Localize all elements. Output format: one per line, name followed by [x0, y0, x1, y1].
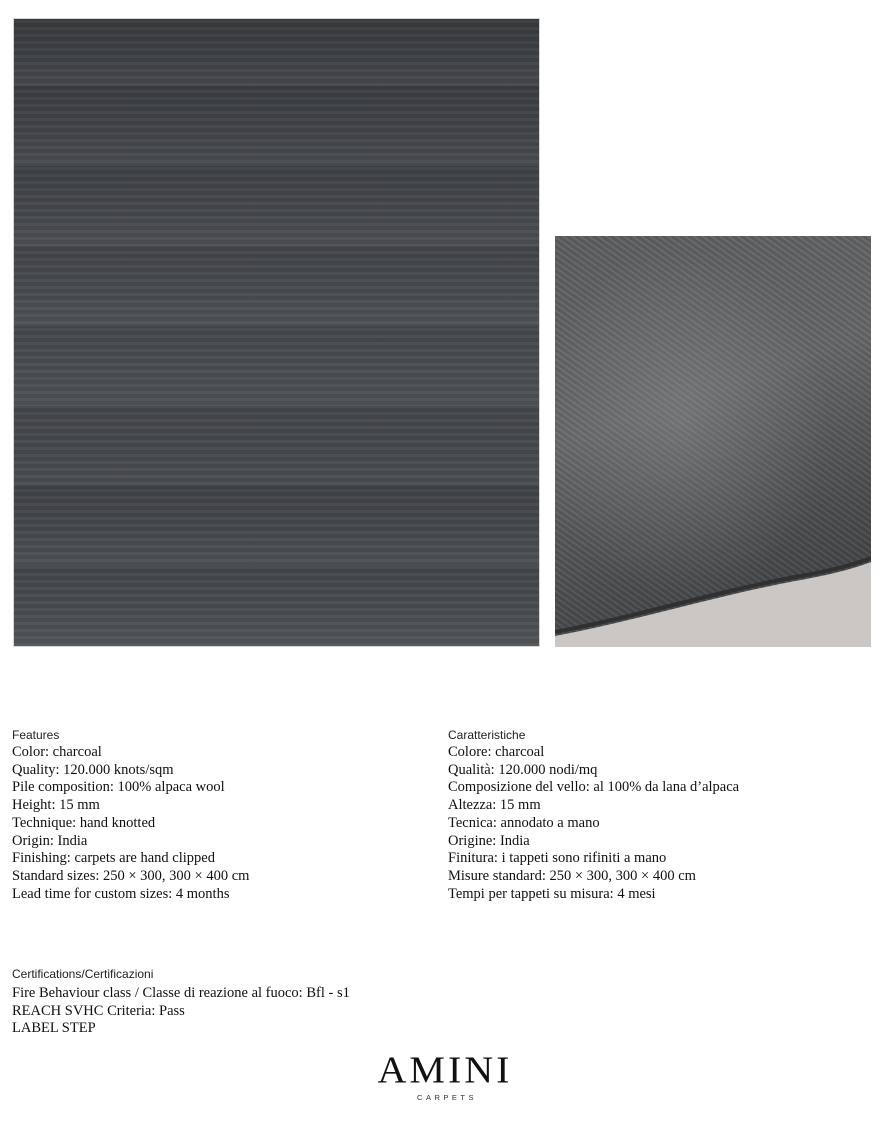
feature-line-it: Tecnica: annodato a mano [448, 814, 600, 831]
features-title-it: Caratteristiche [448, 728, 526, 742]
feature-line-en: Technique: hand knotted [12, 814, 156, 831]
feature-line-it: Colore: charcoal [448, 744, 545, 760]
feature-line-en: Color: charcoal [12, 744, 102, 760]
feature-line-en: Quality: 120.000 knots/sqm [12, 761, 174, 778]
brand-name: AMINI [377, 1048, 513, 1091]
feature-line-it: Altezza: 15 mm [448, 797, 541, 814]
rug-detail-image [555, 236, 871, 647]
certification-line: LABEL STEP [12, 1020, 96, 1037]
feature-line-en: Finishing: carpets are hand clipped [12, 850, 215, 867]
rug-main-image [13, 18, 540, 647]
features-title-en: Features [12, 728, 60, 742]
features-list-it [448, 744, 739, 903]
feature-line-it: Composizione del vello: al 100% da lana d’alpaca [448, 779, 740, 796]
certifications-list [12, 985, 350, 1038]
feature-line-it: Origine: India [448, 832, 530, 849]
feature-line-it: Misure standard: 250 × 300, 300 × 400 cm [448, 867, 696, 884]
certification-line: REACH SVHC Criteria: Pass [12, 1002, 185, 1019]
certifications-title: Certifications/Certificazioni [12, 967, 154, 981]
feature-line-en: Pile composition: 100% alpaca wool [12, 779, 225, 796]
brand-subtitle: CARPETS [417, 1093, 477, 1102]
feature-line-en: Lead time for custom sizes: 4 months [12, 885, 230, 902]
brand-logo [0, 1048, 890, 1102]
feature-line-it: Tempi per tappeti su misura: 4 mesi [448, 885, 656, 902]
feature-line-it: Finitura: i tappeti sono rifiniti a mano [448, 850, 667, 867]
rug-detail-edge [555, 236, 871, 647]
feature-line-en: Origin: India [12, 832, 88, 849]
features-list-en [12, 744, 249, 903]
feature-line-it: Qualità: 120.000 nodi/mq [448, 761, 598, 778]
feature-line-en: Height: 15 mm [12, 797, 100, 814]
certification-line: Fire Behaviour class / Classe di reazione al fuoco: Bfl - s1 [12, 985, 350, 1001]
feature-line-en: Standard sizes: 250 × 300, 300 × 400 cm [12, 867, 250, 884]
